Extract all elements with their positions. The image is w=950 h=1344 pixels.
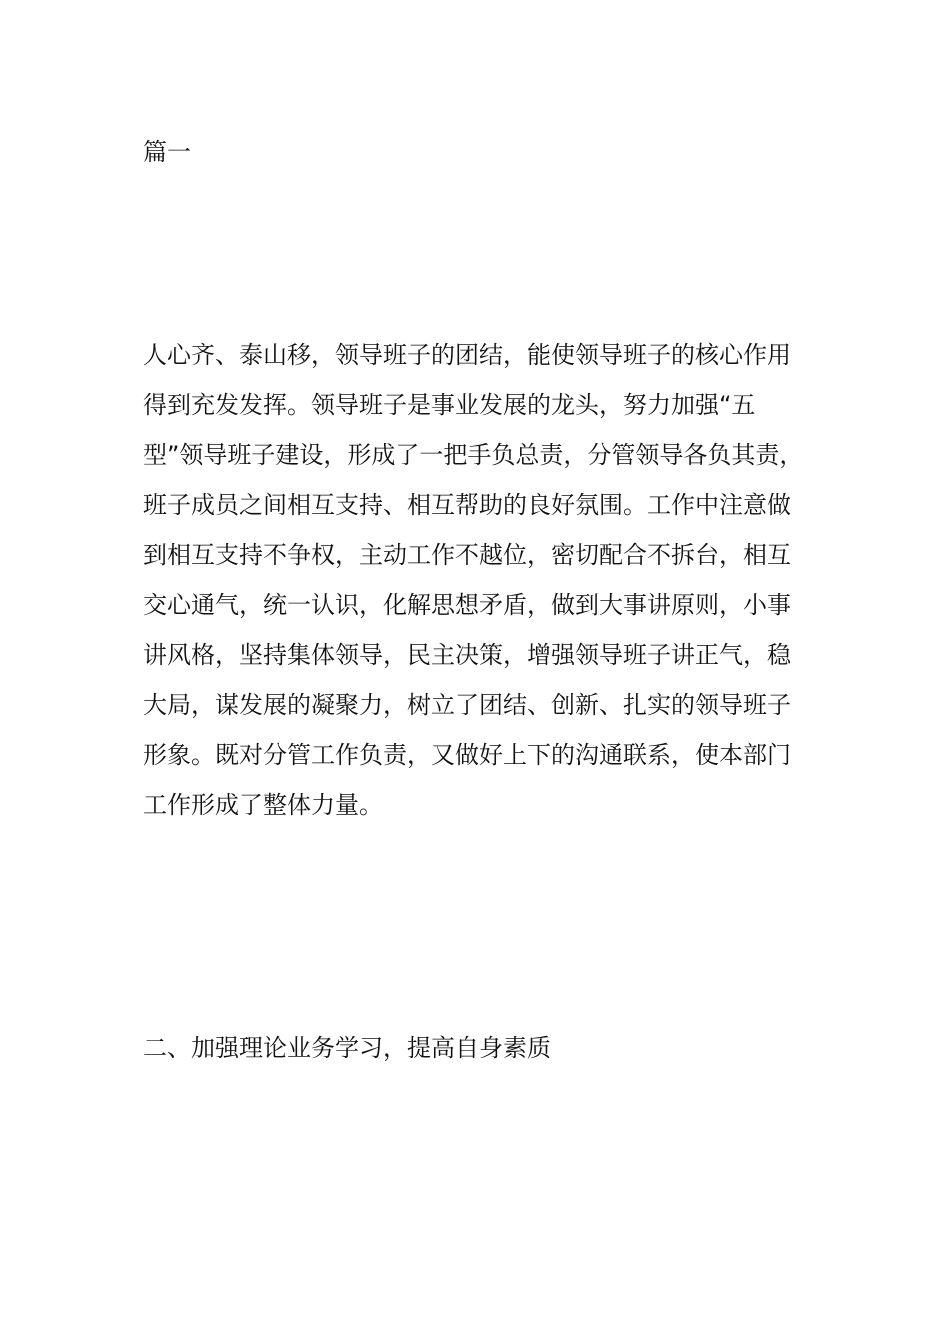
subheading: 二、加强理论业务学习，提高自身素质	[143, 1034, 551, 1062]
paragraph-line: 得到充发发挥。领导班子是事业发展的龙头，努力加强“五	[143, 391, 756, 419]
paragraph-line: 型”领导班子建设，形成了一把手负总责，分管领导各负其责，	[143, 441, 804, 469]
paragraph-line: 班子成员之间相互支持、相互帮助的良好氛围。工作中注意做	[143, 491, 791, 519]
paragraph-line: 讲风格，坚持集体领导，民主决策，增强领导班子讲正气，稳	[143, 641, 791, 669]
paragraph-line: 形象。既对分管工作负责，又做好上下的沟通联系，使本部门	[143, 741, 791, 769]
body-paragraph	[143, 330, 813, 830]
section-title: 篇一	[143, 138, 191, 166]
paragraph-line: 人心齐、泰山移，领导班子的团结，能使领导班子的核心作用	[143, 341, 791, 369]
paragraph-line: 交心通气，统一认识，化解思想矛盾，做到大事讲原则，小事	[143, 591, 791, 619]
paragraph-line: 工作形成了整体力量。	[143, 791, 383, 819]
paragraph-line: 大局，谋发展的凝聚力，树立了团结、创新、扎实的领导班子	[143, 691, 791, 719]
paragraph-line: 到相互支持不争权，主动工作不越位，密切配合不拆台，相互	[143, 541, 791, 569]
